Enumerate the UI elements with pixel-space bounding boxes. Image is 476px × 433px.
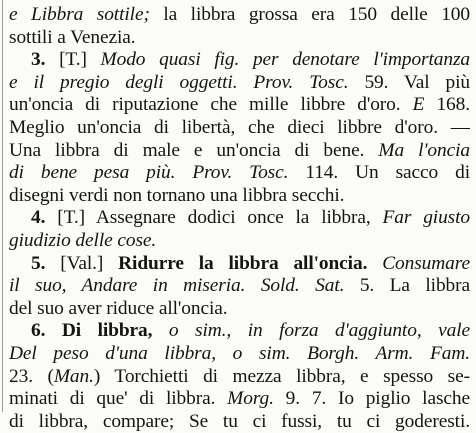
text-run: 114. Un sacco di: [288, 162, 470, 184]
italic-phrase: giudizio delle cose.: [9, 229, 157, 251]
text-line-15: [9, 320, 470, 343]
italic-phrase: e Libbra sottile;: [9, 4, 150, 25]
text-line-10: [9, 207, 470, 230]
sense-number: 6.: [31, 320, 62, 342]
text-run: disegni verdi non tornano una libbra secchi.: [9, 184, 345, 206]
italic-phrase: Ma l'oncia: [364, 139, 470, 161]
sense-number: 3.: [31, 49, 60, 71]
bold-phrase: Di libbra,: [61, 320, 153, 342]
italic-phrase: Modo quasi fig. per denotare l'importanza: [86, 49, 470, 71]
text-line-4: [9, 72, 470, 95]
source-tag: [T.]: [59, 49, 87, 71]
text-line-5: [9, 94, 470, 117]
text-run: 9. 7. Io piglio lasche: [273, 388, 470, 410]
italic-phrase: E: [400, 94, 425, 116]
italic-phrase: Consumare: [367, 252, 470, 274]
text-line-13: [9, 275, 470, 298]
text-line-6: [9, 117, 470, 140]
text-line-18: [9, 388, 470, 411]
text-line-3: [9, 49, 470, 72]
text-line-19: [9, 411, 470, 433]
italic-phrase: o sim., in forza d'aggiunto, vale: [152, 320, 470, 342]
text-line-12: [9, 253, 470, 276]
text-run: 59. Val più: [348, 71, 470, 93]
text-run: sottili a Venezia.: [9, 26, 136, 48]
italic-phrase: il suo, Andare in miseria. Sold. Sat.: [9, 275, 345, 297]
text-line-2: [9, 27, 470, 50]
text-run: Una libbra di male e un'oncia di bene.: [9, 139, 365, 161]
text-line-8: [9, 162, 470, 185]
text-run: ) Torchietti di mezza libbra, e spesso se-: [93, 365, 470, 387]
italic-phrase: di bene pesa più. Prov. Tosc.: [9, 162, 289, 184]
text-run: del suo aver riduce all'oncia.: [9, 297, 228, 319]
text-run: di libbra, compare; Se tu ci fussi, tu ci goderesti.: [9, 410, 470, 432]
italic-phrase: Del peso d'una libbra: [9, 342, 212, 364]
text-run: un'oncia di riputazione che mille libbre d'oro.: [9, 94, 401, 116]
sense-number: 5.: [31, 252, 61, 274]
italic-phrase: , o sim. Borgh. Arm. Fam.: [211, 342, 470, 364]
text-line-9: [9, 185, 470, 208]
source-tag: [T.]: [57, 207, 86, 229]
text-run: Meglio un'oncia di libertà, che dieci libbre d'oro. —: [9, 116, 470, 138]
text-line-16: [9, 343, 470, 366]
italic-phrase: e il pregio degli oggetti. Prov. Tosc.: [9, 71, 349, 93]
source-tag: [Val.]: [60, 252, 104, 274]
text-line-17: [9, 366, 470, 389]
text-run: 23. (: [9, 365, 54, 387]
italic-phrase: Morg.: [215, 388, 274, 410]
text-line-11: [9, 230, 470, 253]
italic-phrase: Man.: [53, 365, 94, 387]
text-run: minati di que' di libbra.: [9, 388, 216, 410]
text-line-14: [9, 298, 470, 321]
text-run: la libbra grossa era 150 delle 100: [149, 4, 470, 25]
text-run: Assegnare dodici once la libbra,: [85, 207, 371, 229]
italic-phrase: Far giusto: [370, 207, 470, 229]
text-run: 5. La libbra: [344, 275, 470, 297]
text-line-7: [9, 140, 470, 163]
bold-phrase: Ridurre la libbra all'oncia.: [103, 252, 368, 274]
sense-number: 4.: [31, 207, 58, 229]
text-run: 168.: [424, 94, 470, 116]
text-line-1: [9, 4, 470, 27]
column-rule: [2, 0, 3, 412]
